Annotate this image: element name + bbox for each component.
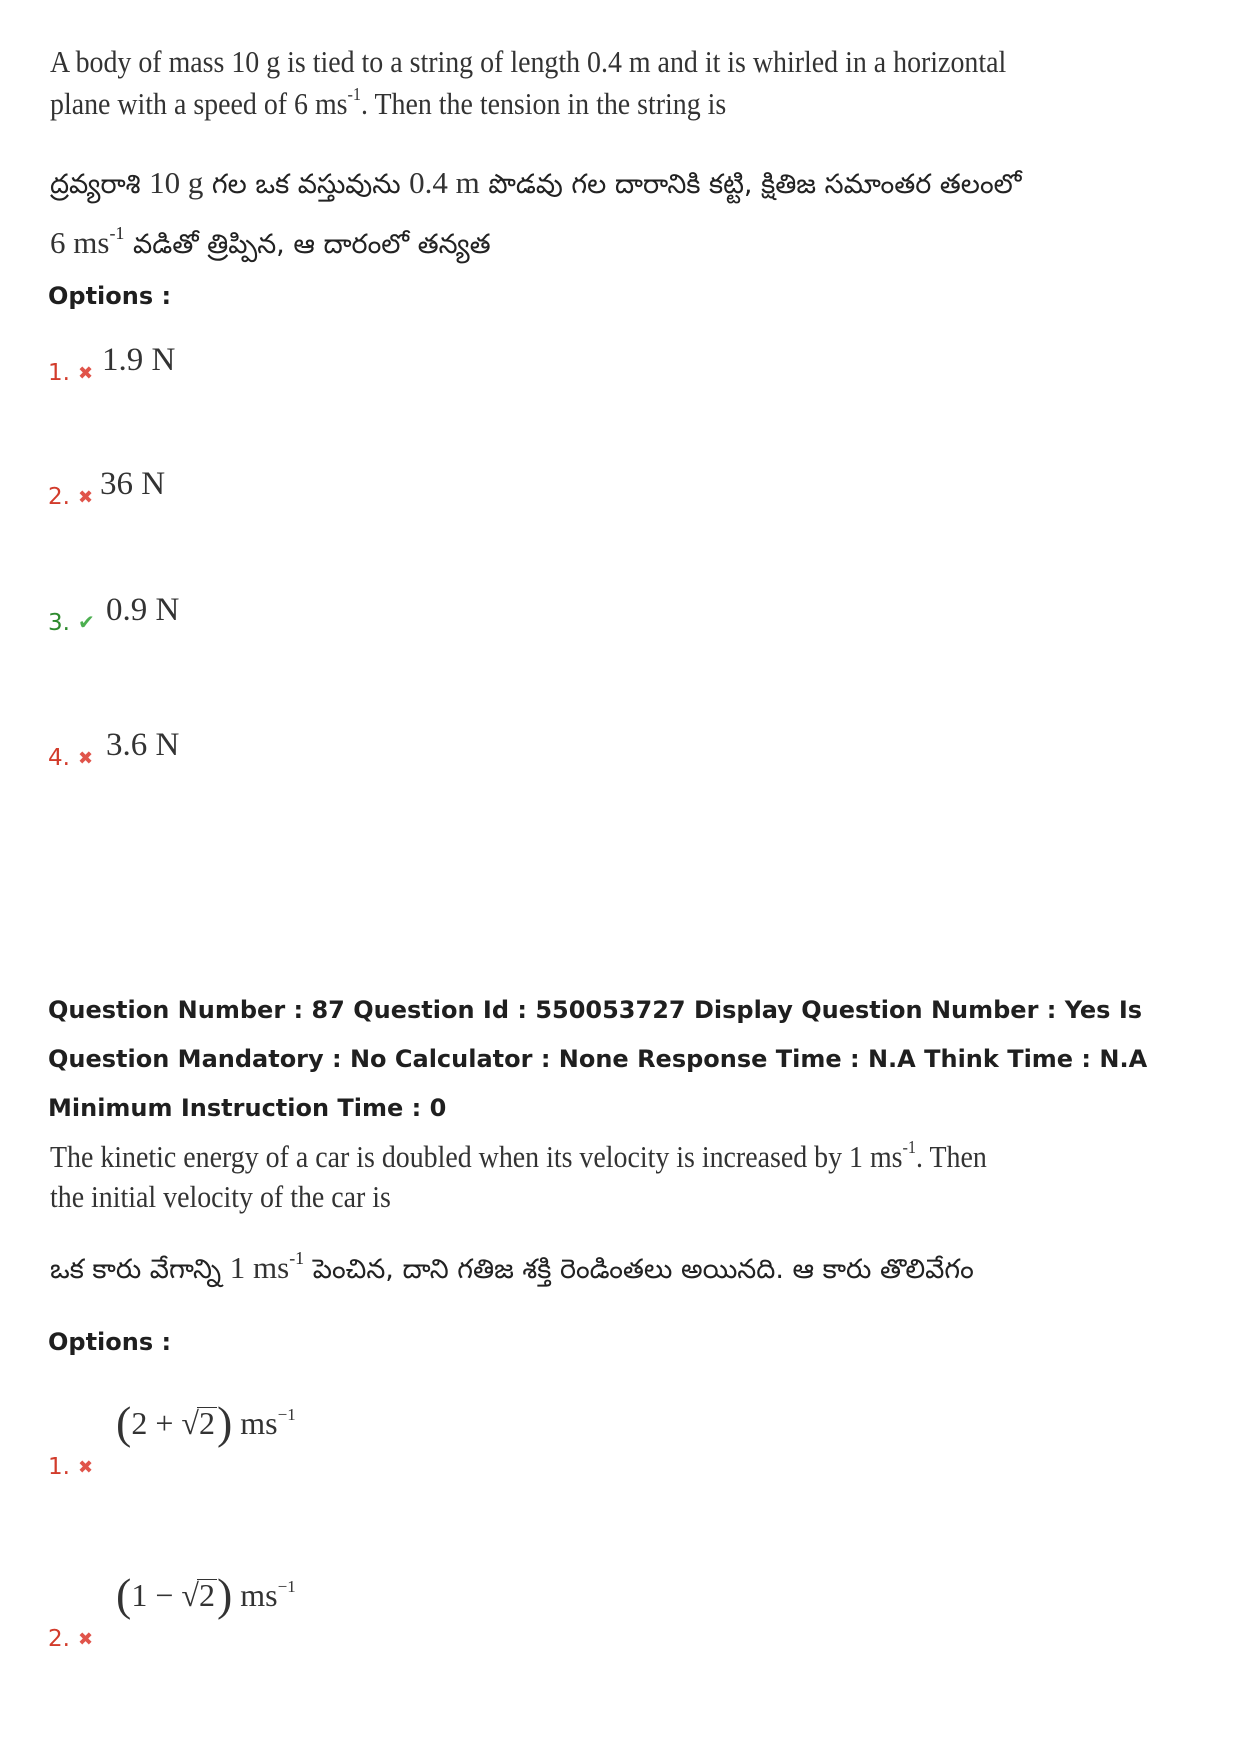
option-expression: (2 + √2) $ms^{-1}$ — [116, 1397, 296, 1448]
checkmark-icon: ✔ — [78, 612, 95, 634]
q87-telugu-line-1: ఒక కారు వేగాన్ని 1 $ms^{-1}$ పెంచిన, దాని గతిజ శక్తి రెండింతలు అయినది. ఆ కారు తొలివేగం — [50, 1248, 974, 1285]
option-value: 0.9 N — [106, 592, 180, 628]
q87-option-1 — [48, 1396, 448, 1480]
option-value: 3.6 N — [106, 727, 180, 763]
option-number: 4. — [48, 745, 70, 771]
q87-options-label: Options : — [48, 1328, 172, 1356]
option-number: 2. — [48, 1626, 70, 1652]
option-number: 3. — [48, 610, 70, 636]
option-number: 1. — [48, 360, 70, 386]
q86-telugu-line-2: 6 $ms^{-1}$ వడితో త్రిప్పిన, ఆ దారంలో తన్యత — [50, 223, 491, 260]
q87-option-2 — [48, 1568, 448, 1652]
option-number: 1. — [48, 1454, 70, 1480]
option-number: 2. — [48, 484, 70, 510]
option-value: 36 N — [100, 466, 166, 502]
cross-icon: ✖ — [78, 748, 94, 768]
cross-icon: ✖ — [78, 487, 94, 507]
q87-english-line-2: the initial velocity of the car is — [50, 1179, 391, 1214]
cross-icon: ✖ — [78, 1629, 94, 1649]
cross-icon: ✖ — [78, 363, 94, 383]
cross-icon: ✖ — [78, 1457, 94, 1477]
q87-english-line-1: The kinetic energy of a car is doubled when its velocity is increased by 1 $ms^{-1}$. Then — [50, 1137, 987, 1174]
option-expression: (1 − √2) $ms^{-1}$ — [116, 1569, 296, 1620]
q86-english-line-2: plane with a speed of 6 $ms^{-1}$. Then the tension in the string is — [50, 84, 727, 121]
q86-english-line-1: A body of mass 10 g is tied to a string of length 0.4 m and it is whirled in a horizontal — [50, 44, 1007, 79]
q86-options-label: Options : — [48, 282, 172, 310]
option-value: 1.9 N — [102, 342, 176, 378]
q86-telugu-line-1: ద్రవ్యరాశి 10 g గల ఒక వస్తువును 0.4 m పొడవు గల దారానికి కట్టి, క్షితిజ సమాంతర తలంలో — [50, 165, 1022, 200]
q87-metadata: Question Number : 87 Question Id : 550053727 Display Question Number : Yes Is Question Mandatory : No Calculator : None Response Time : N.A Think Time : N.A Minimum Instruction Time : 0 — [48, 996, 1148, 1122]
